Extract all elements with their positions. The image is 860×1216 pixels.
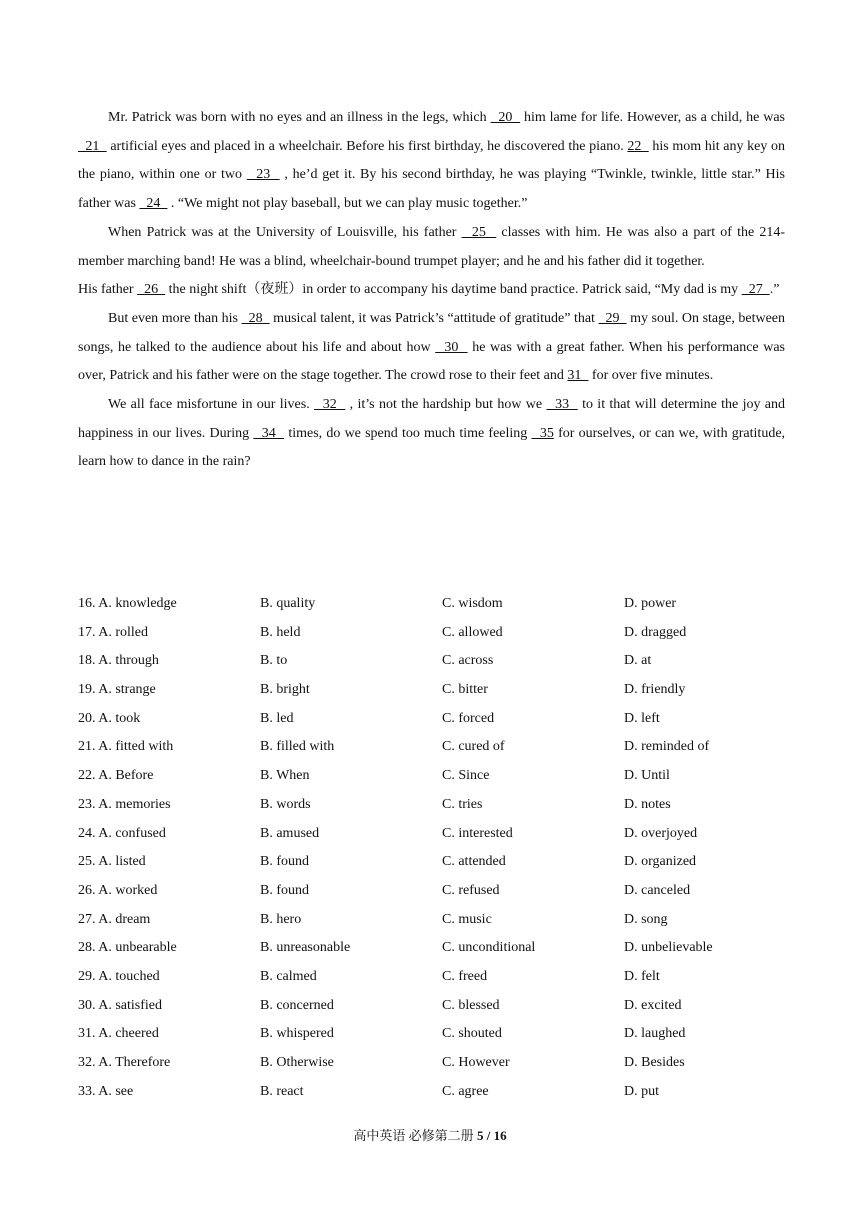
option-c: C. shouted: [442, 1026, 502, 1042]
option-b: B. bright: [260, 682, 310, 698]
option-d: D. notes: [624, 796, 671, 812]
option-a: 26. A. worked: [78, 882, 158, 898]
option-c: C. blessed: [442, 997, 500, 1013]
option-b: B. concerned: [260, 997, 334, 1013]
page-footer: [0, 1125, 860, 1144]
text: When Patrick was at the University of Louisville, his father: [108, 224, 462, 240]
text: to it that will determine the joy and happiness in our lives. During: [78, 397, 785, 441]
text: We all face misfortune in our lives.: [108, 397, 315, 413]
blank-25: 25: [461, 224, 497, 240]
blank-21: 21: [78, 138, 107, 154]
option-b: B. unreasonable: [260, 940, 351, 956]
option-b: B. whispered: [260, 1026, 334, 1042]
option-a: 27. A. dream: [78, 911, 151, 927]
option-a: 20. A. took: [78, 710, 141, 726]
text: .”: [769, 282, 780, 298]
option-row: [78, 619, 785, 648]
paragraph-2: [78, 219, 785, 276]
option-d: D. felt: [624, 968, 660, 984]
option-row: [78, 676, 785, 705]
option-a: 30. A. satisfied: [78, 997, 162, 1013]
text: him lame for life. However, as a child, he was: [520, 110, 786, 125]
paragraph-4: [78, 305, 785, 391]
blank-24: 24: [139, 196, 168, 212]
option-row: [78, 1049, 785, 1078]
option-c: C. tries: [442, 796, 483, 812]
text: musical talent, it was Patrick’s “attitude of gratitude” that: [269, 310, 599, 326]
text: Mr. Patrick was born with no eyes and an illness in the legs, which: [108, 110, 491, 125]
option-d: D. Besides: [624, 1055, 685, 1070]
option-row: [78, 963, 785, 992]
option-d: D. reminded of: [624, 739, 710, 755]
option-a: 33. A. see: [78, 1083, 134, 1099]
text: His father: [78, 282, 138, 298]
option-b: B. When: [260, 768, 310, 784]
option-c: C. However: [442, 1055, 510, 1070]
option-row: [78, 906, 785, 935]
option-d: D. organized: [624, 854, 697, 870]
option-row: [78, 733, 785, 762]
text: , he’d get it. By his second birthday, he was playing “Twinkle, twinkle, little star.” His father was: [78, 167, 785, 212]
option-c: C. interested: [442, 825, 513, 841]
option-c: C. allowed: [442, 624, 503, 640]
text: But even more than his: [108, 310, 242, 326]
option-row: [78, 848, 785, 877]
option-row: [78, 1020, 785, 1049]
option-a: 23. A. memories: [78, 796, 171, 812]
option-c: C. cured of: [442, 739, 505, 755]
blank-29: 29: [598, 310, 627, 326]
cloze-passage: [78, 104, 785, 477]
text: his mom hit any key on the piano, within one or two: [78, 138, 786, 183]
option-d: D. left: [624, 710, 660, 726]
option-a: 19. A. strange: [78, 682, 156, 698]
option-b: B. held: [260, 624, 301, 640]
blank-20: 20: [490, 110, 521, 125]
option-row: [78, 647, 785, 676]
text: classes with him. He was also a part of the 214-member marching band! He was a blind, wheelchair-bound trumpet player; and he and his father did it together.: [78, 224, 785, 269]
option-row: [78, 705, 785, 734]
option-row: [78, 762, 785, 791]
option-d: D. power: [624, 596, 677, 611]
option-d: D. canceled: [624, 882, 691, 898]
option-a: 16. A. knowledge: [78, 596, 177, 611]
option-c: C. attended: [442, 854, 506, 870]
option-c: C. freed: [442, 968, 488, 984]
option-row: [78, 590, 785, 619]
text: he was with a great father. When his performance was over, Patrick and his father were on the stage together. The crowd rose to their feet and: [78, 339, 785, 384]
text: my soul. On stage, between songs, he talked to the audience about his life and about how: [78, 310, 786, 355]
option-c: C. agree: [442, 1083, 489, 1099]
paragraph-3: [78, 276, 785, 305]
option-row: [78, 934, 785, 963]
option-d: D. unbelievable: [624, 940, 713, 956]
text: , it’s not the hardship but how we: [345, 397, 547, 413]
option-d: D. song: [624, 911, 668, 927]
footer-label: 高中英语 必修第二册: [353, 1128, 477, 1143]
option-a: 28. A. unbearable: [78, 940, 177, 956]
option-b: B. quality: [260, 596, 316, 611]
option-c: C. bitter: [442, 682, 488, 698]
option-a: 17. A. rolled: [78, 624, 148, 640]
option-b: B. to: [260, 653, 288, 669]
option-d: D. laughed: [624, 1026, 686, 1042]
option-c: C. forced: [442, 710, 495, 726]
option-b: B. amused: [260, 825, 320, 841]
blank-27: 27: [741, 282, 770, 298]
blank-35: 35: [531, 425, 554, 441]
option-b: B. found: [260, 854, 309, 870]
blank-34: 34: [253, 425, 285, 441]
option-d: D. Until: [624, 768, 670, 784]
option-a: 32. A. Therefore: [78, 1055, 171, 1070]
blank-26: 26: [137, 282, 166, 298]
blank-33: 33: [546, 397, 578, 413]
paragraph-1: [78, 104, 785, 219]
option-a: 18. A. through: [78, 653, 159, 669]
blank-23: 23: [246, 167, 280, 183]
option-row: [78, 877, 785, 906]
text: . “We might not play baseball, but we can play music together.”: [167, 196, 528, 212]
option-c: C. refused: [442, 882, 500, 898]
blank-22: 22: [627, 138, 649, 154]
option-a: 29. A. touched: [78, 968, 160, 984]
option-b: B. react: [260, 1083, 304, 1099]
blank-28: 28: [241, 310, 270, 326]
option-row: [78, 820, 785, 849]
option-b: B. Otherwise: [260, 1055, 334, 1070]
option-row: [78, 992, 785, 1021]
blank-31: 31: [567, 368, 589, 384]
option-d: D. excited: [624, 997, 682, 1013]
page-number: 5: [476, 1128, 484, 1143]
option-b: B. calmed: [260, 968, 317, 984]
option-d: D. friendly: [624, 682, 686, 698]
option-c: C. Since: [442, 768, 490, 784]
option-c: C. wisdom: [442, 596, 503, 611]
option-a: 24. A. confused: [78, 825, 166, 841]
text: for over five minutes.: [588, 368, 714, 384]
option-b: B. found: [260, 882, 309, 898]
blank-30: 30: [435, 339, 468, 355]
option-b: B. led: [260, 710, 294, 726]
option-a: 22. A. Before: [78, 768, 154, 784]
text: for ourselves, or can we, with gratitude, learn how to dance in the rain?: [78, 425, 786, 470]
option-b: B. hero: [260, 911, 302, 927]
option-d: D. dragged: [624, 624, 687, 640]
option-d: D. at: [624, 653, 652, 669]
option-b: B. filled with: [260, 739, 335, 755]
option-b: B. words: [260, 796, 311, 812]
option-a: 31. A. cheered: [78, 1026, 159, 1042]
option-d: D. overjoyed: [624, 825, 698, 841]
option-d: D. put: [624, 1083, 659, 1099]
option-c: C. across: [442, 653, 494, 669]
paragraph-5: [78, 391, 785, 477]
blank-32: 32: [314, 397, 346, 413]
page-total: 16: [493, 1128, 507, 1143]
option-row: [78, 791, 785, 820]
option-row: [78, 1078, 785, 1107]
answer-options: [78, 590, 785, 1106]
text: the night shift（夜班）in order to accompany his daytime band practice. Patrick said, “My dad is my: [165, 282, 742, 298]
page-separator: /: [483, 1128, 494, 1143]
text: times, do we spend too much time feeling: [284, 425, 532, 441]
option-a: 25. A. listed: [78, 854, 146, 870]
text: artificial eyes and placed in a wheelchair. Before his first birthday, he discovered the piano.: [106, 138, 628, 154]
option-c: C. unconditional: [442, 940, 536, 956]
option-c: C. music: [442, 911, 492, 927]
option-a: 21. A. fitted with: [78, 739, 174, 755]
